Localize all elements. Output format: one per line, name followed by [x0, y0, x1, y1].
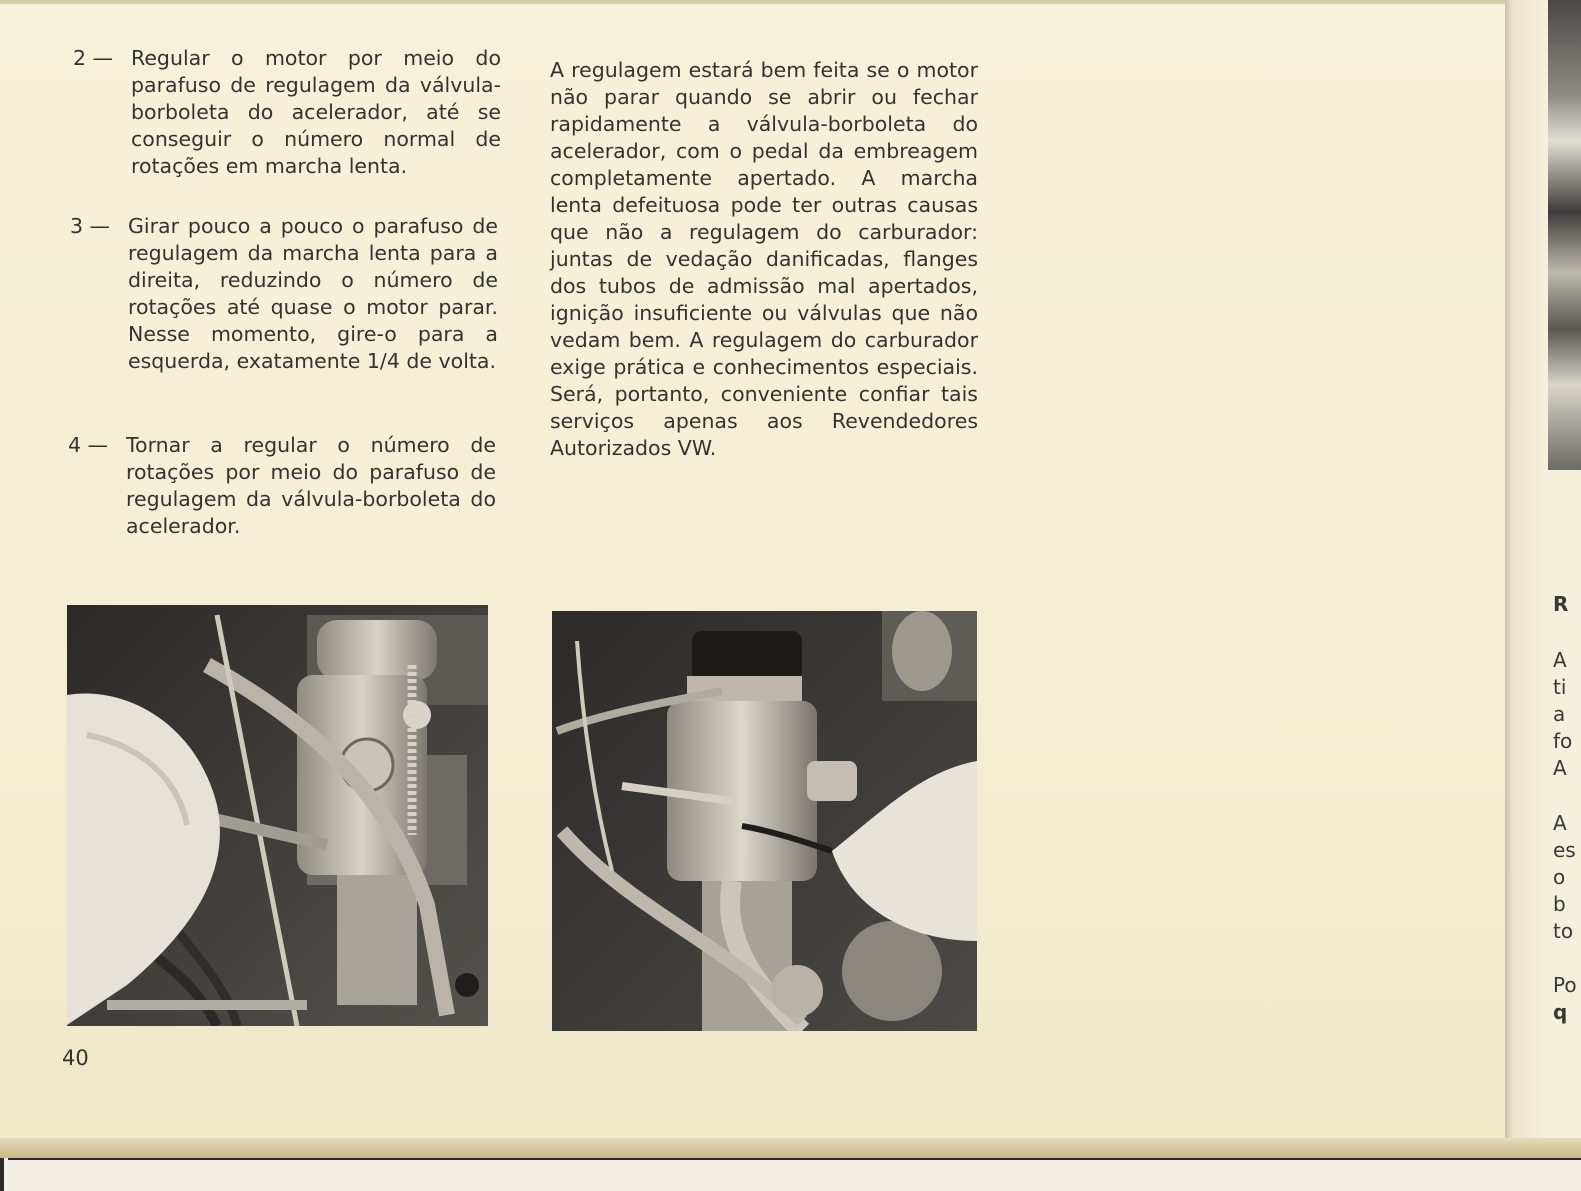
next-page-fragment: q — [1553, 1000, 1568, 1024]
next-page-fragment: es — [1553, 838, 1576, 862]
carburetor-photo-right-graphic — [552, 611, 977, 1031]
step-4 — [68, 432, 498, 552]
page-top-edge — [0, 0, 1505, 4]
next-page-fragment: Po — [1553, 973, 1577, 997]
scan-background — [0, 1158, 1581, 1191]
carburetor-photo-right — [552, 611, 977, 1031]
page-bottom-band — [0, 1138, 1581, 1158]
step-number: 4 — — [68, 433, 109, 457]
step-text: Girar pouco a pouco o parafuso de regulagem da marcha lenta para a direita, reduzindo o número de rotações até quase o motor parar. Nesse momento, gire-o para a esquerda, exatamente 1/4 de volta. — [128, 214, 498, 373]
step-text: Regular o motor por meio do parafuso de regulagem da válvula-borboleta do acelerador, até se conseguir o número normal de rotações em marcha lenta. — [131, 46, 501, 178]
step-number: 3 — — [70, 214, 111, 238]
next-page-fragment: a — [1553, 702, 1566, 726]
step-2 — [73, 45, 503, 185]
scan-left-tick — [0, 1158, 4, 1191]
next-page-fragment: o — [1553, 865, 1566, 889]
next-page-fragment: fo — [1553, 729, 1573, 753]
page-number: 40 — [62, 1046, 89, 1070]
next-page-fragment: to — [1553, 919, 1574, 943]
next-page-fragment: b — [1553, 892, 1566, 916]
next-page-fragment: A — [1553, 756, 1567, 780]
next-page-fragment: A — [1553, 811, 1567, 835]
next-page-fragment: R — [1553, 592, 1569, 616]
next-page-fragment: A — [1553, 648, 1567, 672]
carburetor-photo-left — [67, 605, 488, 1026]
step-3 — [70, 213, 500, 413]
next-page-photo-fragment — [1548, 0, 1581, 470]
carburetor-photo-left-graphic — [67, 605, 488, 1026]
step-number: 2 — — [73, 46, 114, 70]
next-page-fragment: ti — [1553, 675, 1567, 699]
step-text: Tornar a regular o número de rotações por meio do parafuso de regulagem da válvula-borboleta do acelerador. — [126, 433, 496, 538]
explanation-paragraph: A regulagem estará bem feita se o motor não parar quando se abrir ou fechar rapidamente a válvula-borboleta do acelerador, com o pedal da embreagem completamente apertado. A marcha lenta defeituosa pode ter outras causas que não a regulagem do carburador: juntas de vedação danificadas, flanges dos tubos de admissão mal apertados, ignição insuficiente ou válvulas que não vedam bem. A regulagem do carburador exige prática e conhecimentos especiais. Será, portanto, conveniente confiar tais serviços apenas aos Revendedores Autorizados VW. — [550, 58, 978, 460]
scan-bottom-rule — [8, 1158, 1581, 1160]
